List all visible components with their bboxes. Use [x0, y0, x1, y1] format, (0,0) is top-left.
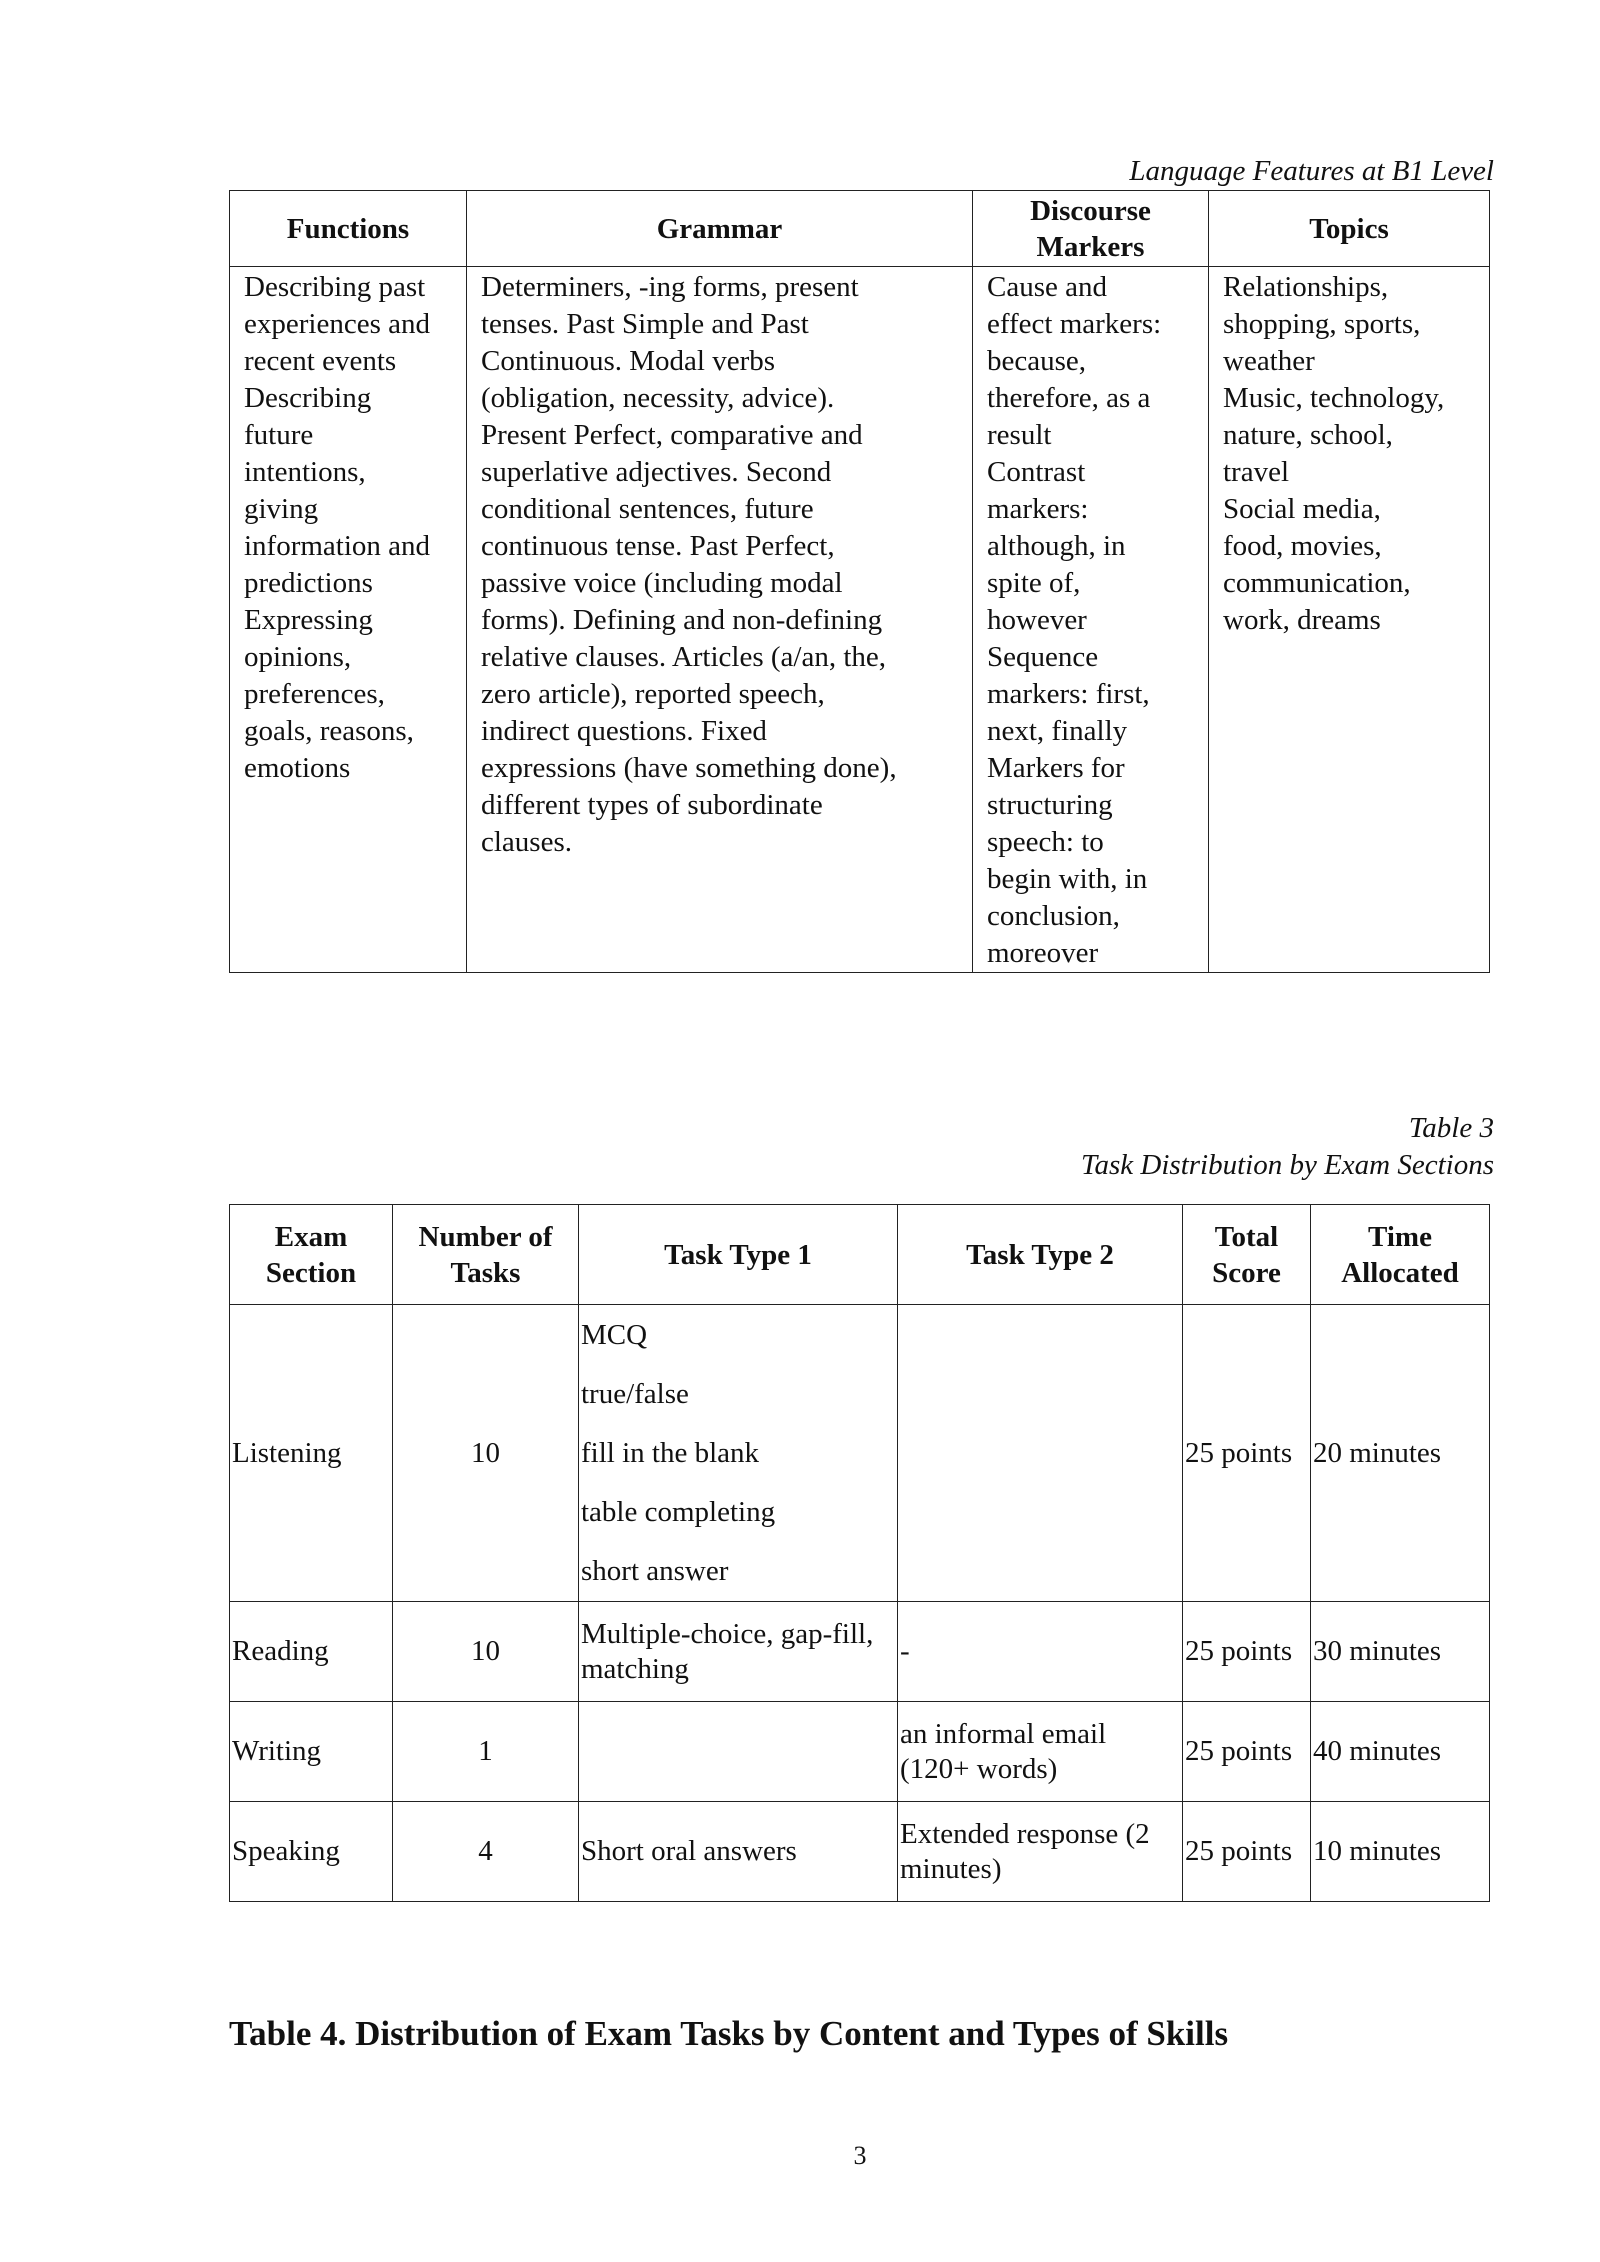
page-number: 3	[853, 2141, 867, 2170]
cell-line: (obligation, necessity, advice).	[481, 382, 835, 414]
table3-caption: Task Distribution by Exam Sections	[1081, 1149, 1494, 1181]
cell-line: goals, reasons,	[244, 715, 414, 747]
task-type-1-cell	[579, 1305, 898, 1602]
table-row-reading	[230, 1602, 1490, 1702]
cell-line: food, movies,	[1223, 530, 1382, 562]
cell-line: because,	[987, 345, 1087, 377]
cell-line: although, in	[987, 530, 1126, 562]
cell-line: effect markers:	[987, 308, 1162, 340]
cell-line: Continuous. Modal verbs	[481, 345, 776, 377]
score-cell: 25 points	[1183, 1802, 1311, 1902]
cell-line: Determiners, -ing forms, present	[481, 271, 859, 303]
cell-line: next, finally	[987, 715, 1128, 747]
cell-line: forms). Defining and non-defining	[481, 604, 883, 636]
cell-line: Expressing	[244, 604, 373, 636]
cell-line: Cause and	[987, 271, 1107, 303]
cell-line: clauses.	[481, 826, 572, 858]
section-cell: Writing	[230, 1702, 393, 1802]
cell-line: travel	[1223, 456, 1290, 488]
grammar-cell	[467, 267, 973, 973]
table2-caption: Language Features at B1 Level	[1129, 155, 1494, 187]
table-row-speaking	[230, 1802, 1490, 1902]
cell-line: indirect questions. Fixed	[481, 715, 767, 747]
header-discourse-markers: Discourse Markers	[973, 191, 1209, 267]
cell-line: result	[987, 419, 1052, 451]
cell-line: Relationships,	[1223, 271, 1389, 303]
cell-line: communication,	[1223, 567, 1411, 599]
cell-line: Markers for	[987, 752, 1125, 784]
cell-line: passive voice (including modal	[481, 567, 843, 599]
cell-line: nature, school,	[1223, 419, 1393, 451]
cell-line: markers: first,	[987, 678, 1150, 710]
cell-line: expressions (have something done),	[481, 752, 897, 784]
section-cell: Reading	[230, 1602, 393, 1702]
cell-line: work, dreams	[1223, 604, 1381, 636]
language-features-table	[229, 190, 1490, 973]
header-task-type-1: Task Type 1	[579, 1205, 898, 1305]
cell-line: tenses. Past Simple and Past	[481, 308, 809, 340]
cell-line: Describing past	[244, 271, 426, 303]
tasks-cell: 10	[393, 1602, 579, 1702]
cell-line: predictions	[244, 567, 373, 599]
task-type-item: fill in the blank	[581, 1436, 759, 1469]
cell-line: conclusion,	[987, 900, 1120, 932]
section-cell: Listening	[230, 1305, 393, 1602]
functions-cell	[230, 267, 467, 973]
section-heading: Table 4. Distribution of Exam Tasks by Content and Types of Skills	[229, 2014, 1229, 2053]
time-cell: 10 minutes	[1311, 1802, 1490, 1902]
cell-line: opinions,	[244, 641, 352, 673]
task-type-2-cell	[898, 1305, 1183, 1602]
header-time-allocated: Time Allocated	[1311, 1205, 1490, 1305]
cell-line: preferences,	[244, 678, 385, 710]
tasks-cell: 1	[393, 1702, 579, 1802]
cell-line: therefore, as a	[987, 382, 1151, 414]
cell-line: continuous tense. Past Perfect,	[481, 530, 835, 562]
header-total-score: Total Score	[1183, 1205, 1311, 1305]
score-cell: 25 points	[1183, 1602, 1311, 1702]
cell-line: giving	[244, 493, 319, 525]
cell-line: moreover	[987, 937, 1099, 969]
time-cell: 40 minutes	[1311, 1702, 1490, 1802]
task-type-item: MCQ	[581, 1318, 648, 1351]
section-cell: Speaking	[230, 1802, 393, 1902]
task-type-1-cell: Multiple-choice, gap-fill, matching	[579, 1602, 898, 1702]
cell-line: experiences and	[244, 308, 430, 340]
task-type-1-cell	[579, 1702, 898, 1802]
task-type-item: short answer	[581, 1554, 729, 1587]
cell-line: zero article), reported speech,	[481, 678, 825, 710]
cell-line: Social media,	[1223, 493, 1381, 525]
cell-line: emotions	[244, 752, 351, 784]
discourse-markers-cell	[973, 267, 1209, 973]
score-cell: 25 points	[1183, 1702, 1311, 1802]
header-task-type-2: Task Type 2	[898, 1205, 1183, 1305]
cell-line: Music, technology,	[1223, 382, 1445, 414]
cell-line: speech: to	[987, 826, 1104, 858]
header-grammar: Grammar	[467, 191, 973, 267]
cell-line: Describing	[244, 382, 372, 414]
task-distribution-table	[229, 1204, 1490, 1902]
cell-line: Contrast	[987, 456, 1086, 488]
time-cell: 20 minutes	[1311, 1305, 1490, 1602]
task-type-2-cell: an informal email (120+ words)	[898, 1702, 1183, 1802]
table-row-writing	[230, 1702, 1490, 1802]
cell-line: Present Perfect, comparative and	[481, 419, 863, 451]
cell-line: superlative adjectives. Second	[481, 456, 832, 488]
cell-line: future	[244, 419, 314, 451]
time-cell: 30 minutes	[1311, 1602, 1490, 1702]
cell-line: Sequence	[987, 641, 1099, 673]
cell-line: markers:	[987, 493, 1089, 525]
header-functions: Functions	[230, 191, 467, 267]
table-header-row	[230, 191, 1490, 267]
tasks-cell: 4	[393, 1802, 579, 1902]
header-exam-section: Exam Section	[230, 1205, 393, 1305]
table-header-row	[230, 1205, 1490, 1305]
cell-line: conditional sentences, future	[481, 493, 814, 525]
task-type-item: table completing	[581, 1495, 776, 1528]
table3-label: Table 3	[1408, 1112, 1494, 1144]
table-row-listening	[230, 1305, 1490, 1602]
cell-line: relative clauses. Articles (a/an, the,	[481, 641, 887, 673]
cell-line: weather	[1223, 345, 1315, 377]
header-topics: Topics	[1209, 191, 1490, 267]
table-row	[230, 267, 1490, 973]
cell-line: structuring	[987, 789, 1113, 821]
cell-line: recent events	[244, 345, 397, 377]
cell-line: however	[987, 604, 1087, 636]
cell-line: spite of,	[987, 567, 1081, 599]
topics-cell	[1209, 267, 1490, 973]
score-cell: 25 points	[1183, 1305, 1311, 1602]
header-number-of-tasks: Number of Tasks	[393, 1205, 579, 1305]
task-type-item: true/false	[581, 1377, 689, 1410]
task-type-2-cell: -	[898, 1602, 1183, 1702]
cell-line: begin with, in	[987, 863, 1148, 895]
task-type-2-cell: Extended response (2 minutes)	[898, 1802, 1183, 1902]
cell-line: different types of subordinate	[481, 789, 823, 821]
cell-line: information and	[244, 530, 431, 562]
cell-line: intentions,	[244, 456, 366, 488]
cell-line: shopping, sports,	[1223, 308, 1421, 340]
tasks-cell: 10	[393, 1305, 579, 1602]
task-type-1-cell: Short oral answers	[579, 1802, 898, 1902]
